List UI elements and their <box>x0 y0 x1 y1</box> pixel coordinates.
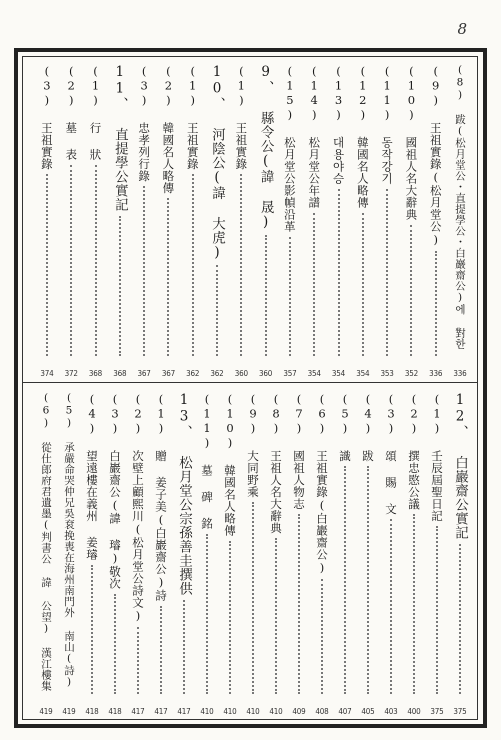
toc-entry-title: (4) 望遠樓在義州 姜璿 <box>85 392 99 561</box>
toc-entry-page: 354 <box>307 369 321 378</box>
toc-entry-title: (1) 王祖實錄 <box>234 64 249 170</box>
toc-entry-title: (4) 跋 <box>361 392 375 462</box>
leader-dots <box>344 466 346 694</box>
toc-entry-page: 367 <box>137 369 151 378</box>
toc-entry-page: 336 <box>429 369 443 378</box>
toc-entry <box>197 386 217 716</box>
toc-entry <box>353 58 373 378</box>
toc-entry-title: (5) 識 <box>338 392 352 462</box>
toc-entry <box>377 58 397 378</box>
toc-entry <box>36 386 56 716</box>
leader-dots <box>119 216 121 357</box>
leader-dots <box>240 174 242 356</box>
leader-dots <box>367 466 369 694</box>
toc-entry-title: (12) 韓國名人略傳 <box>355 64 370 209</box>
toc-entry-title: (1) 王祖實錄 <box>185 64 200 170</box>
leader-dots <box>435 251 437 356</box>
toc-entry-title: (13) 대용야승 <box>331 64 346 185</box>
toc-entry-page: 372 <box>64 369 78 378</box>
toc-entry-title: 9、 縣令公(諱 晟) <box>257 64 274 231</box>
leader-dots <box>362 213 364 357</box>
leader-dots <box>137 627 139 694</box>
toc-entry <box>335 386 355 716</box>
toc-upper-section <box>22 58 478 378</box>
toc-entry-page: 405 <box>361 707 375 716</box>
toc-entry-page: 357 <box>283 369 297 378</box>
toc-entry-title: (3) 忠孝列行錄 <box>137 64 152 182</box>
toc-entry-page: 403 <box>384 707 398 716</box>
toc-entry-title: 10、 河陰公(諱 大虎) <box>209 64 225 261</box>
section-divider <box>22 382 478 383</box>
leader-dots <box>192 174 194 356</box>
toc-entry <box>329 58 349 378</box>
leader-dots <box>46 174 48 356</box>
toc-entry-page: 374 <box>40 369 54 378</box>
leader-dots <box>95 165 97 357</box>
toc-entry-page: 419 <box>39 707 53 716</box>
toc-entry-title: (8) 王祖人名大辭典 <box>269 392 283 534</box>
leader-dots <box>206 534 208 695</box>
toc-entry <box>289 386 309 716</box>
leader-dots <box>289 237 291 357</box>
toc-entry <box>381 386 401 716</box>
leader-dots <box>167 198 169 356</box>
toc-entry-title: (15) 松月堂公影幀沿革 <box>282 64 297 233</box>
toc-entry <box>128 386 148 716</box>
toc-entry-page: 410 <box>269 707 283 716</box>
leader-dots <box>410 225 412 357</box>
toc-entry-page: 410 <box>223 707 237 716</box>
toc-entry <box>37 58 57 378</box>
toc-entry-title: (2) 墓 表 <box>64 64 79 161</box>
toc-entry-page: 409 <box>292 707 306 716</box>
leader-dots <box>313 213 315 357</box>
toc-entry-page: 362 <box>210 369 224 378</box>
toc-entry-title: (11) 墓 碑 銘 <box>200 392 214 530</box>
toc-entry-title: 12、 白巖齋公實記 <box>452 392 468 540</box>
page-number: 8 <box>457 20 467 38</box>
toc-entry <box>220 386 240 716</box>
toc-entry-page: 419 <box>62 707 76 716</box>
leader-dots <box>390 519 392 694</box>
toc-entry-title: (11) 동작강기 <box>380 64 395 185</box>
toc-entry <box>426 58 446 378</box>
leader-dots <box>459 544 461 695</box>
toc-entry <box>231 58 251 378</box>
toc-entry <box>158 58 178 378</box>
toc-entry <box>256 58 276 378</box>
toc-entry-title: (2) 撰忠愍公議 <box>407 392 421 510</box>
toc-entry-page: 354 <box>356 369 370 378</box>
toc-entry-page: 408 <box>315 707 329 716</box>
toc-entry-title: (7) 國祖人物志 <box>292 392 306 510</box>
leader-dots <box>275 538 277 694</box>
toc-entry-title: (5) 承嚴命哭仲兄吳袞挽喪在海州南門外 南山(詩) <box>63 392 75 689</box>
toc-entry-page: 368 <box>88 369 103 378</box>
toc-entry <box>59 386 79 716</box>
toc-entry-title: (3) 頌 賜 文 <box>384 392 398 515</box>
leader-dots <box>160 606 162 695</box>
leader-dots <box>252 502 254 694</box>
toc-entry-page: 367 <box>161 369 175 378</box>
leader-dots <box>321 579 323 694</box>
toc-entry-page: 375 <box>430 707 444 716</box>
toc-entry-page: 417 <box>154 707 168 716</box>
toc-entry-title: 13、 松月堂公宗孫善圭撰供 <box>176 392 192 596</box>
toc-entry-page: 410 <box>200 707 214 716</box>
leader-dots <box>413 514 415 694</box>
toc-entry-title: (6) 從仕郎府君遺墨(判書公 諱 公望) 漢江樓集 <box>40 392 52 692</box>
toc-entry-title: (14) 松月堂公年譜 <box>307 64 322 209</box>
toc-entry-page: 417 <box>177 707 191 716</box>
leader-dots <box>229 541 231 695</box>
toc-entry-title: (1) 行 狀 <box>88 64 103 161</box>
toc-entry-page: 360 <box>234 369 248 378</box>
toc-entry-page: 352 <box>404 369 418 378</box>
toc-entry <box>82 386 102 716</box>
toc-entry <box>134 58 154 378</box>
toc-entry-title: (2) 韓國名人略傳 <box>161 64 176 194</box>
toc-entry-page: 362 <box>186 369 200 378</box>
leader-dots <box>143 186 145 356</box>
toc-entry <box>280 58 300 378</box>
toc-entry <box>312 386 332 716</box>
toc-entry <box>105 386 125 716</box>
toc-entry-title: (10) 國祖人名大辭典 <box>404 64 419 221</box>
toc-entry <box>183 58 203 378</box>
leader-dots <box>338 189 340 357</box>
toc-entry-page: 400 <box>407 707 421 716</box>
toc-entry <box>450 58 470 378</box>
leader-dots <box>298 514 300 694</box>
toc-entry <box>266 386 286 716</box>
toc-entry-title: (9) 王祖實錄(松月堂公) <box>428 64 443 247</box>
toc-entry <box>61 58 81 378</box>
leader-dots <box>183 600 185 695</box>
toc-entry-title: (2) 次壁上顧熙川(松月堂公詩文) <box>131 392 145 623</box>
leader-dots <box>216 265 218 356</box>
toc-entry-title: 11、 直提學公實記 <box>111 64 128 212</box>
leader-dots <box>436 526 438 694</box>
toc-entry-page: 336 <box>453 369 467 378</box>
toc-entry <box>243 386 263 716</box>
leader-dots <box>265 235 267 357</box>
toc-entry <box>427 386 447 716</box>
leader-dots <box>386 189 388 357</box>
toc-entry-title: (3) 白巖齋公(諱 璿)敬次 <box>108 392 122 590</box>
toc-entry-page: 368 <box>113 369 127 378</box>
toc-entry-page: 360 <box>259 369 273 378</box>
toc-entry-title: (10) 韓國名人略傳 <box>223 392 237 537</box>
toc-entry-title: (3) 王祖實錄 <box>39 64 54 170</box>
toc-entry <box>404 386 424 716</box>
toc-entry <box>401 58 421 378</box>
toc-entry-title: (9) 大同野乘 <box>246 392 260 498</box>
toc-lower-section <box>22 386 478 716</box>
toc-entry-title: (8) 跋(松月堂公・直提學公・白巖齋公)에 對한 <box>454 64 466 350</box>
toc-entry-page: 353 <box>380 369 394 378</box>
toc-entry-title: (1) 贈 姜子美(白巖齋公)詩 <box>154 392 168 602</box>
toc-entry <box>110 58 130 378</box>
toc-entry-page: 375 <box>453 707 467 716</box>
toc-entry <box>174 386 194 716</box>
toc-entry-page: 418 <box>108 707 122 716</box>
toc-entry-title: (1) 壬辰屆聖日記 <box>430 392 444 522</box>
toc-entry <box>86 58 106 378</box>
leader-dots <box>114 594 116 695</box>
leader-dots <box>70 165 72 357</box>
toc-entry-page: 417 <box>131 707 145 716</box>
toc-entry <box>358 386 378 716</box>
toc-entry-page: 354 <box>331 369 346 378</box>
toc-entry-page: 418 <box>85 707 99 716</box>
toc-entry <box>450 386 470 716</box>
leader-dots <box>91 565 93 695</box>
toc-entry <box>207 58 227 378</box>
toc-entry-page: 410 <box>246 707 260 716</box>
toc-entry-title: (6) 王祖實錄(白巖齋公) <box>315 392 329 575</box>
toc-entry-page: 407 <box>338 707 352 716</box>
toc-entry <box>304 58 324 378</box>
toc-entry <box>151 386 171 716</box>
